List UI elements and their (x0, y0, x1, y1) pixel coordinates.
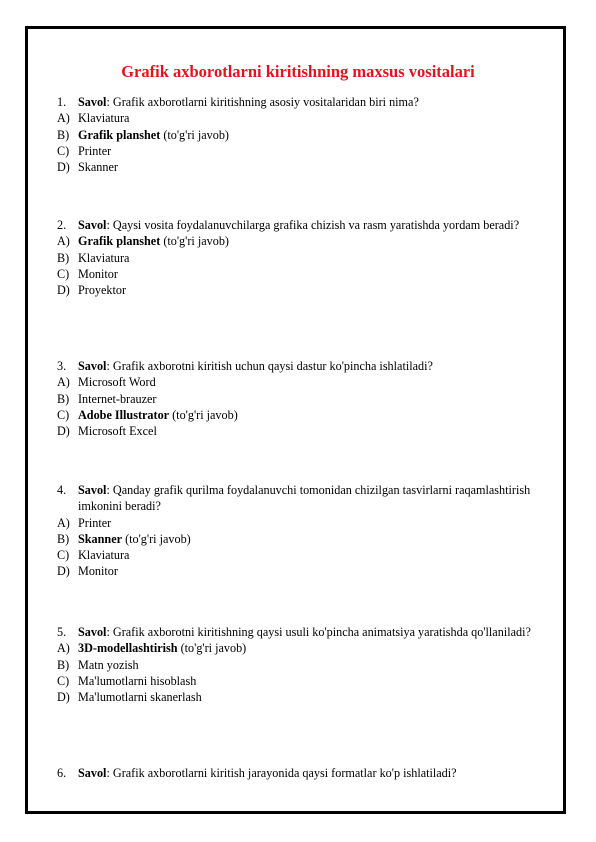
savol-label: Savol (78, 359, 107, 373)
answer-option (57, 547, 547, 563)
question-text (57, 765, 547, 781)
savol-label: Savol (78, 625, 107, 639)
question-block (57, 482, 547, 580)
question-text (57, 94, 547, 110)
answer-option (57, 563, 547, 579)
option-text: Ma'lumotlarni hisoblash (78, 673, 197, 688)
option-letter: D) (57, 283, 70, 298)
savol-label: Savol (78, 483, 107, 497)
option-letter: B) (57, 531, 70, 546)
answer-option (57, 110, 547, 126)
option-text: Printer (78, 515, 112, 530)
answer-option (57, 159, 547, 175)
answer-option (57, 673, 547, 689)
correct-answer-note: (to'g'ri javob) (172, 407, 238, 422)
option-text: Microsoft Excel (78, 424, 157, 439)
answer-option (57, 374, 547, 390)
option-letter: C) (57, 673, 70, 688)
option-letter: A) (57, 234, 70, 249)
option-letter: A) (57, 111, 70, 126)
option-text: Internet-brauzer (78, 391, 157, 406)
correct-answer-note: (to'g'ri javob) (163, 234, 229, 249)
question-block (57, 94, 547, 175)
option-letter: B) (57, 391, 70, 406)
option-letter: A) (57, 641, 70, 656)
question-text (57, 217, 547, 233)
correct-option-text: Grafik planshet (78, 234, 161, 249)
option-letter: C) (57, 407, 70, 422)
answer-option (57, 143, 547, 159)
question-number: 6. (57, 766, 67, 780)
document-title: Grafik axborotlarni kiritishning maxsus vositalari (121, 62, 475, 81)
option-text: Matn yozish (78, 657, 139, 672)
question-block (57, 624, 547, 705)
option-text: Klaviatura (78, 111, 130, 126)
question-body: : Grafik axborotni kiritishning qaysi usuli ko'pincha animatsiya yaratishda qo'llaniladi? (106, 625, 531, 639)
option-letter: D) (57, 564, 70, 579)
option-letter: A) (57, 375, 70, 390)
correct-answer-note: (to'g'ri javob) (125, 531, 191, 546)
savol-label: Savol (78, 95, 107, 109)
question-block (57, 765, 547, 781)
question-number: 4. (57, 483, 67, 497)
option-letter: C) (57, 548, 70, 563)
question-body: : Grafik axborotlarni kiritish jarayonida qaysi formatlar ko'p ishlatiladi? (106, 766, 457, 780)
option-letter: C) (57, 266, 70, 281)
question-text (57, 358, 547, 374)
option-text: Proyektor (78, 283, 127, 298)
question-number: 1. (57, 95, 67, 109)
correct-answer-note: (to'g'ri javob) (163, 127, 229, 142)
option-text: Printer (78, 143, 112, 158)
answer-option (57, 127, 547, 143)
answer-option (57, 266, 547, 282)
option-letter: C) (57, 143, 70, 158)
option-text: Microsoft Word (78, 375, 156, 390)
answer-option (57, 689, 547, 705)
answer-option (57, 391, 547, 407)
savol-label: Savol (78, 218, 107, 232)
question-body: : Grafik axborotni kiritish uchun qaysi dastur ko'pincha ishlatiladi? (106, 359, 433, 373)
answer-option (57, 233, 547, 249)
option-letter: B) (57, 657, 70, 672)
option-text: Ma'lumotlarni skanerlash (78, 690, 202, 705)
answer-option (57, 423, 547, 439)
option-text: Skanner (78, 160, 118, 175)
question-body: : Grafik axborotlarni kiritishning asosiy vositalaridan biri nima? (106, 95, 419, 109)
option-letter: D) (57, 424, 70, 439)
option-letter: D) (57, 160, 70, 175)
option-letter: B) (57, 250, 70, 265)
correct-answer-note: (to'g'ri javob) (180, 641, 247, 656)
answer-option (57, 282, 547, 298)
question-body: : Qanday grafik qurilma foydalanuvchi tomonidan chizilgan tasvirlarni raqamlashtirish imkonini beradi? (78, 483, 531, 514)
question-text (57, 624, 547, 640)
answer-option (57, 250, 547, 266)
correct-option-text: Adobe Illustrator (78, 407, 170, 422)
correct-option-text: Grafik planshet (78, 127, 161, 142)
correct-option-text: Skanner (78, 531, 123, 546)
answer-option (57, 515, 547, 531)
answer-option (57, 640, 547, 656)
option-text: Monitor (78, 266, 118, 281)
correct-option-text: 3D-modellashtirish (78, 641, 178, 656)
option-text: Monitor (78, 564, 118, 579)
option-text: Klaviatura (78, 250, 130, 265)
option-letter: B) (57, 127, 70, 142)
question-body: : Qaysi vosita foydalanuvchilarga grafika chizish va rasm yaratishda yordam beradi? (106, 218, 520, 232)
question-text (57, 482, 547, 515)
question-block (57, 358, 547, 439)
option-text: Klaviatura (78, 548, 130, 563)
question-number: 2. (57, 218, 67, 232)
question-number: 5. (57, 625, 67, 639)
answer-option (57, 531, 547, 547)
question-number: 3. (57, 359, 67, 373)
option-letter: A) (57, 515, 70, 530)
option-letter: D) (57, 690, 70, 705)
answer-option (57, 407, 547, 423)
question-block (57, 217, 547, 298)
answer-option (57, 657, 547, 673)
savol-label: Savol (78, 766, 107, 780)
